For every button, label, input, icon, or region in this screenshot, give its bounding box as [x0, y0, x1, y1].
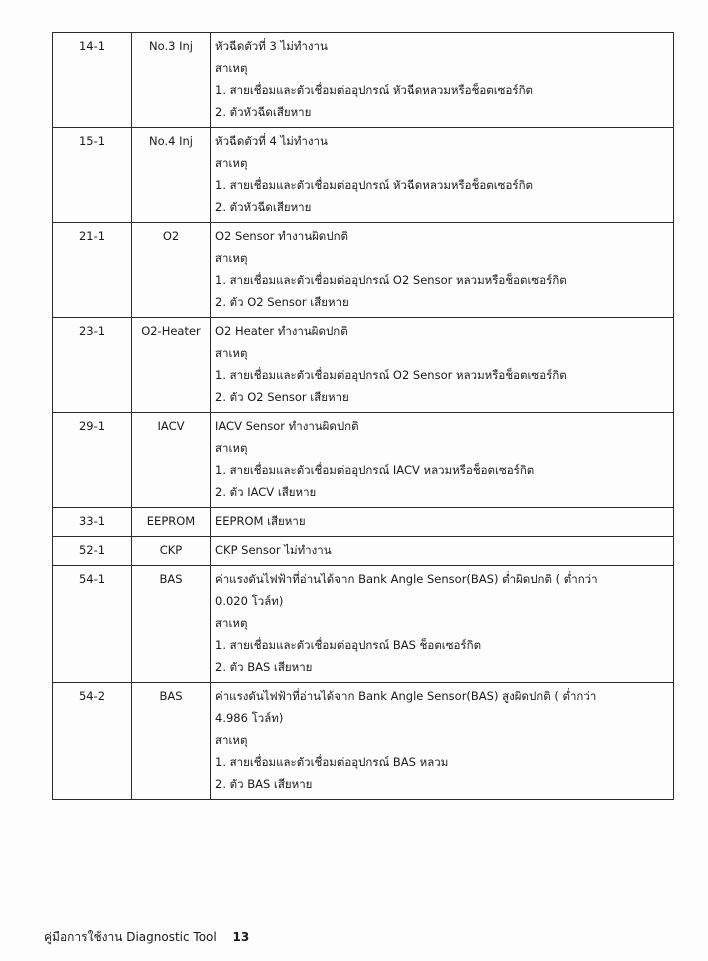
- description-line: 1. สายเชื่อมและตัวเชื่อมต่ออุปกรณ์ หัวฉีดหลวมหรือช็อตเซอร์กิต: [215, 178, 533, 192]
- description: [211, 33, 673, 127]
- table-row: [53, 128, 674, 223]
- error-code-cell: [53, 413, 132, 508]
- description-line: IACV Sensor ทำงานผิดปกติ: [215, 419, 359, 433]
- component-name-cell: [132, 683, 211, 800]
- error-code-cell: [53, 566, 132, 683]
- component-name-cell: [132, 537, 211, 566]
- page-footer: [44, 928, 249, 947]
- description-cell: [211, 508, 674, 537]
- error-code-cell: [53, 537, 132, 566]
- description-line: CKP Sensor ไม่ทำงาน: [215, 543, 332, 557]
- description-line: สาเหตุ: [215, 156, 248, 170]
- table-row: [53, 537, 674, 566]
- component-name: O2: [162, 229, 180, 243]
- component-name: No.3 Inj: [149, 39, 193, 53]
- description-line: 1. สายเชื่อมและตัวเชื่อมต่ออุปกรณ์ หัวฉีดหลวมหรือช็อตเซอร์กิต: [215, 83, 533, 97]
- description: [211, 537, 673, 565]
- component-name-cell: [132, 566, 211, 683]
- error-code: 21-1: [78, 229, 106, 243]
- description-line: 2. ตัว BAS เสียหาย: [215, 777, 313, 791]
- table-row: [53, 683, 674, 800]
- table-row: [53, 413, 674, 508]
- description-line: 4.986 โวล์ท): [215, 711, 284, 725]
- description-line: O2 Heater ทำงานผิดปกติ: [215, 324, 348, 338]
- description-line: สาเหตุ: [215, 441, 248, 455]
- table-row: [53, 566, 674, 683]
- description: [211, 223, 673, 317]
- error-code: 54-1: [78, 572, 106, 586]
- description-line: ค่าแรงดันไฟฟ้าที่อ่านได้จาก Bank Angle Sensor(BAS) ต่ำผิดปกติ ( ต่ำกว่า: [215, 572, 598, 586]
- component-name: EEPROM: [146, 514, 196, 528]
- component-name-cell: [132, 413, 211, 508]
- error-code-cell: [53, 128, 132, 223]
- component-name-cell: [132, 508, 211, 537]
- error-code-cell: [53, 318, 132, 413]
- error-code: 52-1: [78, 543, 106, 557]
- description-line: 1. สายเชื่อมและตัวเชื่อมต่ออุปกรณ์ BAS ช็อตเซอร์กิต: [215, 638, 482, 652]
- error-code-table: [52, 32, 674, 800]
- component-name: CKP: [159, 543, 183, 557]
- table-row: [53, 33, 674, 128]
- description-line: O2 Sensor ทำงานผิดปกติ: [215, 229, 349, 243]
- description: [211, 413, 673, 507]
- component-name: O2-Heater: [141, 324, 201, 338]
- error-code: 33-1: [78, 514, 106, 528]
- error-code: 29-1: [78, 419, 106, 433]
- error-code-cell: [53, 33, 132, 128]
- description-line: 2. ตัวหัวฉีดเสียหาย: [215, 200, 312, 214]
- error-code: 15-1: [78, 134, 106, 148]
- description-line: 2. ตัว BAS เสียหาย: [215, 660, 313, 674]
- description-line: 1. สายเชื่อมและตัวเชื่อมต่ออุปกรณ์ O2 Sensor หลวมหรือช็อตเซอร์กิต: [215, 273, 567, 287]
- description-line: 2. ตัว O2 Sensor เสียหาย: [215, 390, 349, 404]
- description: [211, 318, 673, 412]
- component-name-cell: [132, 318, 211, 413]
- table-row: [53, 508, 674, 537]
- description: [211, 128, 673, 222]
- component-name: BAS: [159, 572, 183, 586]
- description-line: หัวฉีดตัวที่ 3 ไม่ทำงาน: [215, 39, 328, 53]
- description-line: หัวฉีดตัวที่ 4 ไม่ทำงาน: [215, 134, 328, 148]
- error-code-cell: [53, 683, 132, 800]
- description-cell: [211, 413, 674, 508]
- description-line: 0.020 โวล์ท): [215, 594, 284, 608]
- description-line: สาเหตุ: [215, 251, 248, 265]
- description-line: EEPROM เสียหาย: [215, 514, 306, 528]
- component-name-cell: [132, 128, 211, 223]
- description-cell: [211, 566, 674, 683]
- error-code-rows: [53, 33, 674, 800]
- description-line: 2. ตัวหัวฉีดเสียหาย: [215, 105, 312, 119]
- description: [211, 508, 673, 536]
- component-name-cell: [132, 33, 211, 128]
- error-code: 23-1: [78, 324, 106, 338]
- description-line: ค่าแรงดันไฟฟ้าที่อ่านได้จาก Bank Angle Sensor(BAS) สูงผิดปกติ ( ต่ำกว่า: [215, 689, 597, 703]
- description-cell: [211, 683, 674, 800]
- description-line: 1. สายเชื่อมและตัวเชื่อมต่ออุปกรณ์ BAS หลวม: [215, 755, 449, 769]
- error-code: 54-2: [78, 689, 106, 703]
- description-line: 1. สายเชื่อมและตัวเชื่อมต่ออุปกรณ์ IACV หลวมหรือช็อตเซอร์กิต: [215, 463, 535, 477]
- description-cell: [211, 33, 674, 128]
- component-name: No.4 Inj: [149, 134, 193, 148]
- description-cell: [211, 128, 674, 223]
- description-line: 2. ตัว O2 Sensor เสียหาย: [215, 295, 349, 309]
- component-name: BAS: [159, 689, 183, 703]
- table-row: [53, 318, 674, 413]
- description-cell: [211, 223, 674, 318]
- description-line: สาเหตุ: [215, 61, 248, 75]
- component-name-cell: [132, 223, 211, 318]
- error-code-cell: [53, 223, 132, 318]
- page-number: 13: [232, 930, 250, 944]
- description-line: สาเหตุ: [215, 346, 248, 360]
- component-name: IACV: [157, 419, 185, 433]
- table-row: [53, 223, 674, 318]
- description-cell: [211, 318, 674, 413]
- error-code-cell: [53, 508, 132, 537]
- footer-title: คู่มือการใช้งาน Diagnostic Tool: [44, 930, 217, 944]
- error-code: 14-1: [78, 39, 106, 53]
- description-line: สาเหตุ: [215, 733, 248, 747]
- description-line: สาเหตุ: [215, 616, 248, 630]
- description: [211, 566, 673, 682]
- description-cell: [211, 537, 674, 566]
- description-line: 1. สายเชื่อมและตัวเชื่อมต่ออุปกรณ์ O2 Sensor หลวมหรือช็อตเซอร์กิต: [215, 368, 567, 382]
- description-line: 2. ตัว IACV เสียหาย: [215, 485, 317, 499]
- description: [211, 683, 673, 799]
